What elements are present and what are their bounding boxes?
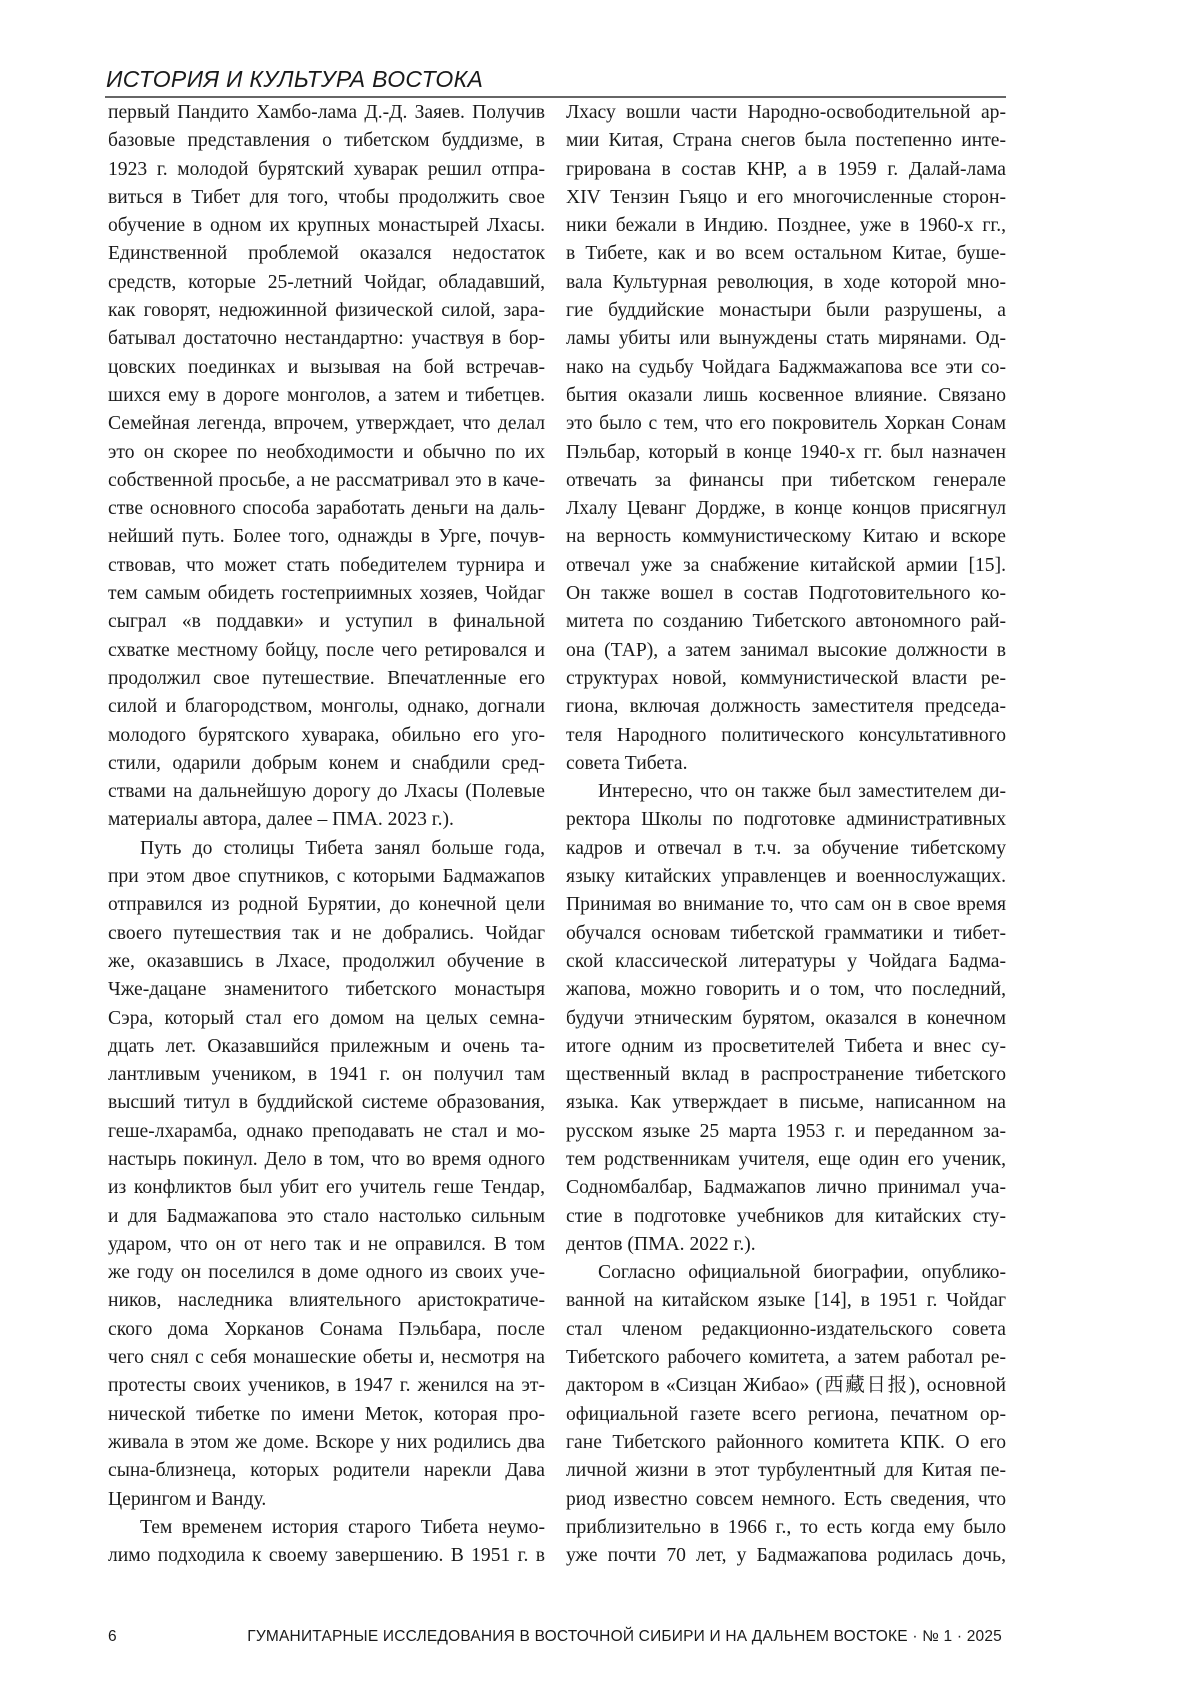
text-line: Лхасу вошли части Народно-освободительной ар-	[566, 102, 1006, 123]
text-line: отвечал уже за снабжение китайской армии [15].	[566, 554, 1006, 576]
text-line: дцать лет. Оказавшийся прилежным и очень та-	[108, 1035, 545, 1057]
text-line: ударом, что он от него так и не оправился. В том	[108, 1233, 545, 1255]
text-line: ламы убиты или вынуждены стать мирянами. Од-	[566, 328, 1006, 350]
text-line: нейший путь. Более того, однажды в Урге, почув-	[108, 526, 545, 548]
text-line: гане Тибетского районного комитета КПК. О его	[566, 1431, 1006, 1453]
text-column-left	[108, 99, 545, 1570]
text-line: средств, которые 25-летний Чойдаг, обладавший,	[108, 271, 545, 293]
text-line: настырь покинул. Дело в том, что во время одного	[108, 1148, 545, 1170]
text-line: Церингом и Ванду.	[108, 1488, 267, 1510]
text-line: материалы автора, далее – ПМА. 2023 г.).	[108, 809, 454, 831]
text-line: гиона, включая должность заместителя председа-	[566, 696, 1006, 718]
text-line: цовских поединках и вызывая на бой встречав-	[108, 356, 545, 378]
text-line: уже почти 70 лет, у Бадмажапова родилась дочь,	[566, 1545, 1006, 1567]
text-line: же году он поселился в доме одного из своих уче-	[108, 1262, 545, 1284]
text-line: отправился из родной Бурятии, до конечной цели	[108, 894, 545, 916]
text-line: же, оказавшись в Лхасе, продолжил обучение в	[108, 950, 545, 972]
text-line: из конфликтов был убит его учитель геше Тендар,	[108, 1177, 545, 1199]
text-line: своего путешествия так и не добрались. Чойдаг	[108, 922, 545, 944]
text-line: как говорят, недюжинной физической силой, зара-	[108, 300, 545, 322]
text-line: высший титул в буддийской системе образования,	[108, 1092, 545, 1114]
text-line: риод известно совсем немного. Есть сведения, что	[566, 1488, 1006, 1510]
text-line: Содномбалбар, Бадмажапов лично принимал уча-	[566, 1177, 1006, 1199]
text-line: она (ТАР), а затем занимал высокие должности в	[566, 639, 1006, 661]
text-line: и для Бадмажапова это стало настолько сильным	[108, 1205, 545, 1227]
text-line: Единственной проблемой оказался недостаток	[108, 243, 545, 265]
text-line: 1923 г. молодой бурятский хуварак решил отпра-	[108, 158, 545, 180]
text-line: стве основного способа заработать деньги на даль-	[108, 498, 545, 520]
text-line: при этом двое спутников, с которыми Бадмажапов	[108, 866, 545, 888]
text-line: продолжил свое путешествие. Впечатленные его	[108, 667, 545, 689]
text-line: ствовав, что может стать победителем турнира и	[108, 554, 545, 576]
text-line: Путь до столицы Тибета занял больше года,	[140, 837, 545, 859]
text-line: языку китайских управленцев и военнослужащих.	[566, 866, 1006, 888]
text-line: Интересно, что он также был заместителем ди-	[598, 781, 1006, 803]
text-line: отвечать за финансы при тибетском генерале	[566, 469, 1006, 491]
journal-footer: ГУМАНИТАРНЫЕ ИССЛЕДОВАНИЯ В ВОСТОЧНОЙ СИБИРИ И НА ДАЛЬНЕМ ВОСТОКЕ · № 1 · 2025	[247, 1628, 1002, 1645]
text-line: Тем временем история старого Тибета неумо-	[140, 1516, 545, 1538]
text-line: силой и благородством, монголы, однако, догнали	[108, 696, 545, 718]
text-line: Сэра, который стал его домом на целых семна-	[108, 1007, 545, 1029]
text-line: личной жизни в этот турбулентный для Китая пе-	[566, 1460, 1006, 1482]
text-line: Принимая во внимание то, что сам он в свое время	[566, 894, 1006, 916]
text-line: вала Культурная революция, в ходе которой мно-	[566, 271, 1006, 293]
text-line: сына-близнеца, которых родители нарекли Дава	[108, 1460, 545, 1482]
text-line: молодого бурятского хуварака, обильно его уго-	[108, 724, 545, 746]
text-line: шихся ему в дороге монголов, а затем и тибетцев.	[108, 384, 545, 406]
text-line: митета по созданию Тибетского автономного рай-	[566, 611, 1006, 633]
text-line: Чже-дацане знаменитого тибетского монастыря	[108, 979, 545, 1001]
text-line: сыграл «в поддавки» и уступил в финальной	[108, 611, 545, 633]
header-divider	[105, 96, 1006, 98]
text-line: ники бежали в Индию. Позднее, уже в 1960-х гг.,	[566, 215, 1006, 237]
text-line: Лхалу Цеванг Дордже, в конце концов присягнул	[566, 498, 1006, 520]
text-line: бытия оказали лишь косвенное влияние. Связано	[566, 384, 1006, 406]
text-line: лимо подходила к своему завершению. В 1951 г. в	[108, 1545, 545, 1567]
text-line: виться в Тибет для того, чтобы продолжить свое	[108, 186, 545, 208]
text-line: тем родственникам учителя, еще один его ученик,	[566, 1148, 1006, 1170]
text-line: жапова, можно говорить и о том, что последний,	[566, 979, 1006, 1001]
running-header: ИСТОРИЯ И КУЛЬТУРА ВОСТОКА	[106, 66, 484, 92]
text-line: стие в подготовке учебников для китайских сту-	[566, 1205, 1006, 1227]
text-line: итоге одним из просветителей Тибета и внес су-	[566, 1035, 1006, 1057]
text-line: лантливым учеником, в 1941 г. он получил там	[108, 1064, 545, 1086]
text-line: чего снял с себя монашеские обеты и, несмотря на	[108, 1347, 545, 1369]
text-line: теля Народного политического консультативного	[566, 724, 1006, 746]
text-line: это было с тем, что его покровитель Хоркан Сонам	[566, 413, 1006, 435]
text-line: структурах новой, коммунистической власти ре-	[566, 667, 1006, 689]
text-line: ствами на дальнейшую дорогу до Лхасы (Полевые	[108, 781, 545, 803]
text-line: гие буддийские монастыри были разрушены, а	[566, 300, 1006, 322]
text-line: геше-лхарамба, однако преподавать не стал и мо-	[108, 1120, 545, 1142]
text-line: языка. Как утверждает в письме, написанном на	[566, 1092, 1006, 1114]
text-line: приблизительно в 1966 г., то есть когда ему было	[566, 1516, 1006, 1538]
text-line: нической тибетке по имени Меток, которая про-	[108, 1403, 545, 1425]
text-line: первый Пандито Хамбо-лама Д.-Д. Заяев. Получив	[108, 102, 545, 123]
text-line: совета Тибета.	[566, 752, 688, 774]
text-line: щественный вклад в распространение тибетского	[566, 1064, 1006, 1086]
text-line: Согласно официальной биографии, опублико-	[598, 1262, 1006, 1284]
text-line: Пэльбар, который в конце 1940-х гг. был назначен	[566, 441, 1006, 463]
text-line: ванной на китайском языке [14], в 1951 г. Чойдаг	[566, 1290, 1006, 1312]
text-line: ского дома Хорканов Сонама Пэльбара, после	[108, 1318, 545, 1340]
text-line: XIV Тензин Гьяцо и его многочисленные сторон-	[566, 186, 1006, 208]
text-line: дентов (ПМА. 2022 г.).	[566, 1233, 756, 1255]
text-line: мии Китая, Страна снегов была постепенно инте-	[566, 130, 1006, 152]
text-line: ской классической литературы у Чойдага Бадма-	[566, 950, 1006, 972]
text-line: на верность коммунистическому Китаю и вскоре	[566, 526, 1006, 548]
text-line: стили, одарили добрым конем и снабдили сред-	[108, 752, 545, 774]
text-line: Тибетского рабочего комитета, а затем работал ре-	[566, 1347, 1006, 1369]
text-line: дактором в «Сизцан Жибао» (西藏日报), основной	[566, 1375, 1006, 1397]
text-line: нако на судьбу Чойдага Баджмажапова все эти со-	[566, 356, 1006, 378]
text-line: грирована в состав КНР, а в 1959 г. Далай-лама	[566, 158, 1006, 180]
text-column-right	[566, 99, 1006, 1570]
text-line: Семейная легенда, впрочем, утверждает, что делал	[108, 413, 545, 435]
text-line: кадров и отвечал в т.ч. за обучение тибетскому	[566, 837, 1006, 859]
text-line: базовые представления о тибетском буддизме, в	[108, 130, 545, 152]
text-line: схватке местному бойцу, после чего ретировался и	[108, 639, 545, 661]
text-line: собственной просьбе, а не рассматривал это в каче-	[108, 469, 545, 491]
text-line: тем самым обидеть гостеприимных хозяев, Чойдаг	[108, 583, 545, 605]
text-line: в Тибете, как и во всем остальном Китае, буше-	[566, 243, 1006, 265]
text-line: будучи этническим бурятом, оказался в конечном	[566, 1007, 1006, 1029]
text-line: ников, наследника влиятельного аристократиче-	[108, 1290, 545, 1312]
page-number: 6	[108, 1628, 117, 1645]
text-line: стал членом редакционно-издательского совета	[566, 1318, 1006, 1340]
text-line: батывал достаточно нестандартно: участвуя в бор-	[108, 328, 545, 350]
text-line: протесты своих учеников, в 1947 г. женился на эт-	[108, 1375, 545, 1397]
text-line: это он скорее по необходимости и обычно по их	[108, 441, 545, 463]
text-line: Он также вошел в состав Подготовительного ко-	[566, 583, 1006, 605]
text-line: обучение в одном их крупных монастырей Лхасы.	[108, 215, 545, 237]
text-line: русском языке 25 марта 1953 г. и переданном за-	[566, 1120, 1006, 1142]
text-line: официальной газете всего региона, печатном ор-	[566, 1403, 1006, 1425]
text-line: ректора Школы по подготовке административных	[566, 809, 1006, 831]
text-line: живала в этом же доме. Вскоре у них родились два	[108, 1431, 545, 1453]
text-line: обучался основам тибетской грамматики и тибет-	[566, 922, 1006, 944]
